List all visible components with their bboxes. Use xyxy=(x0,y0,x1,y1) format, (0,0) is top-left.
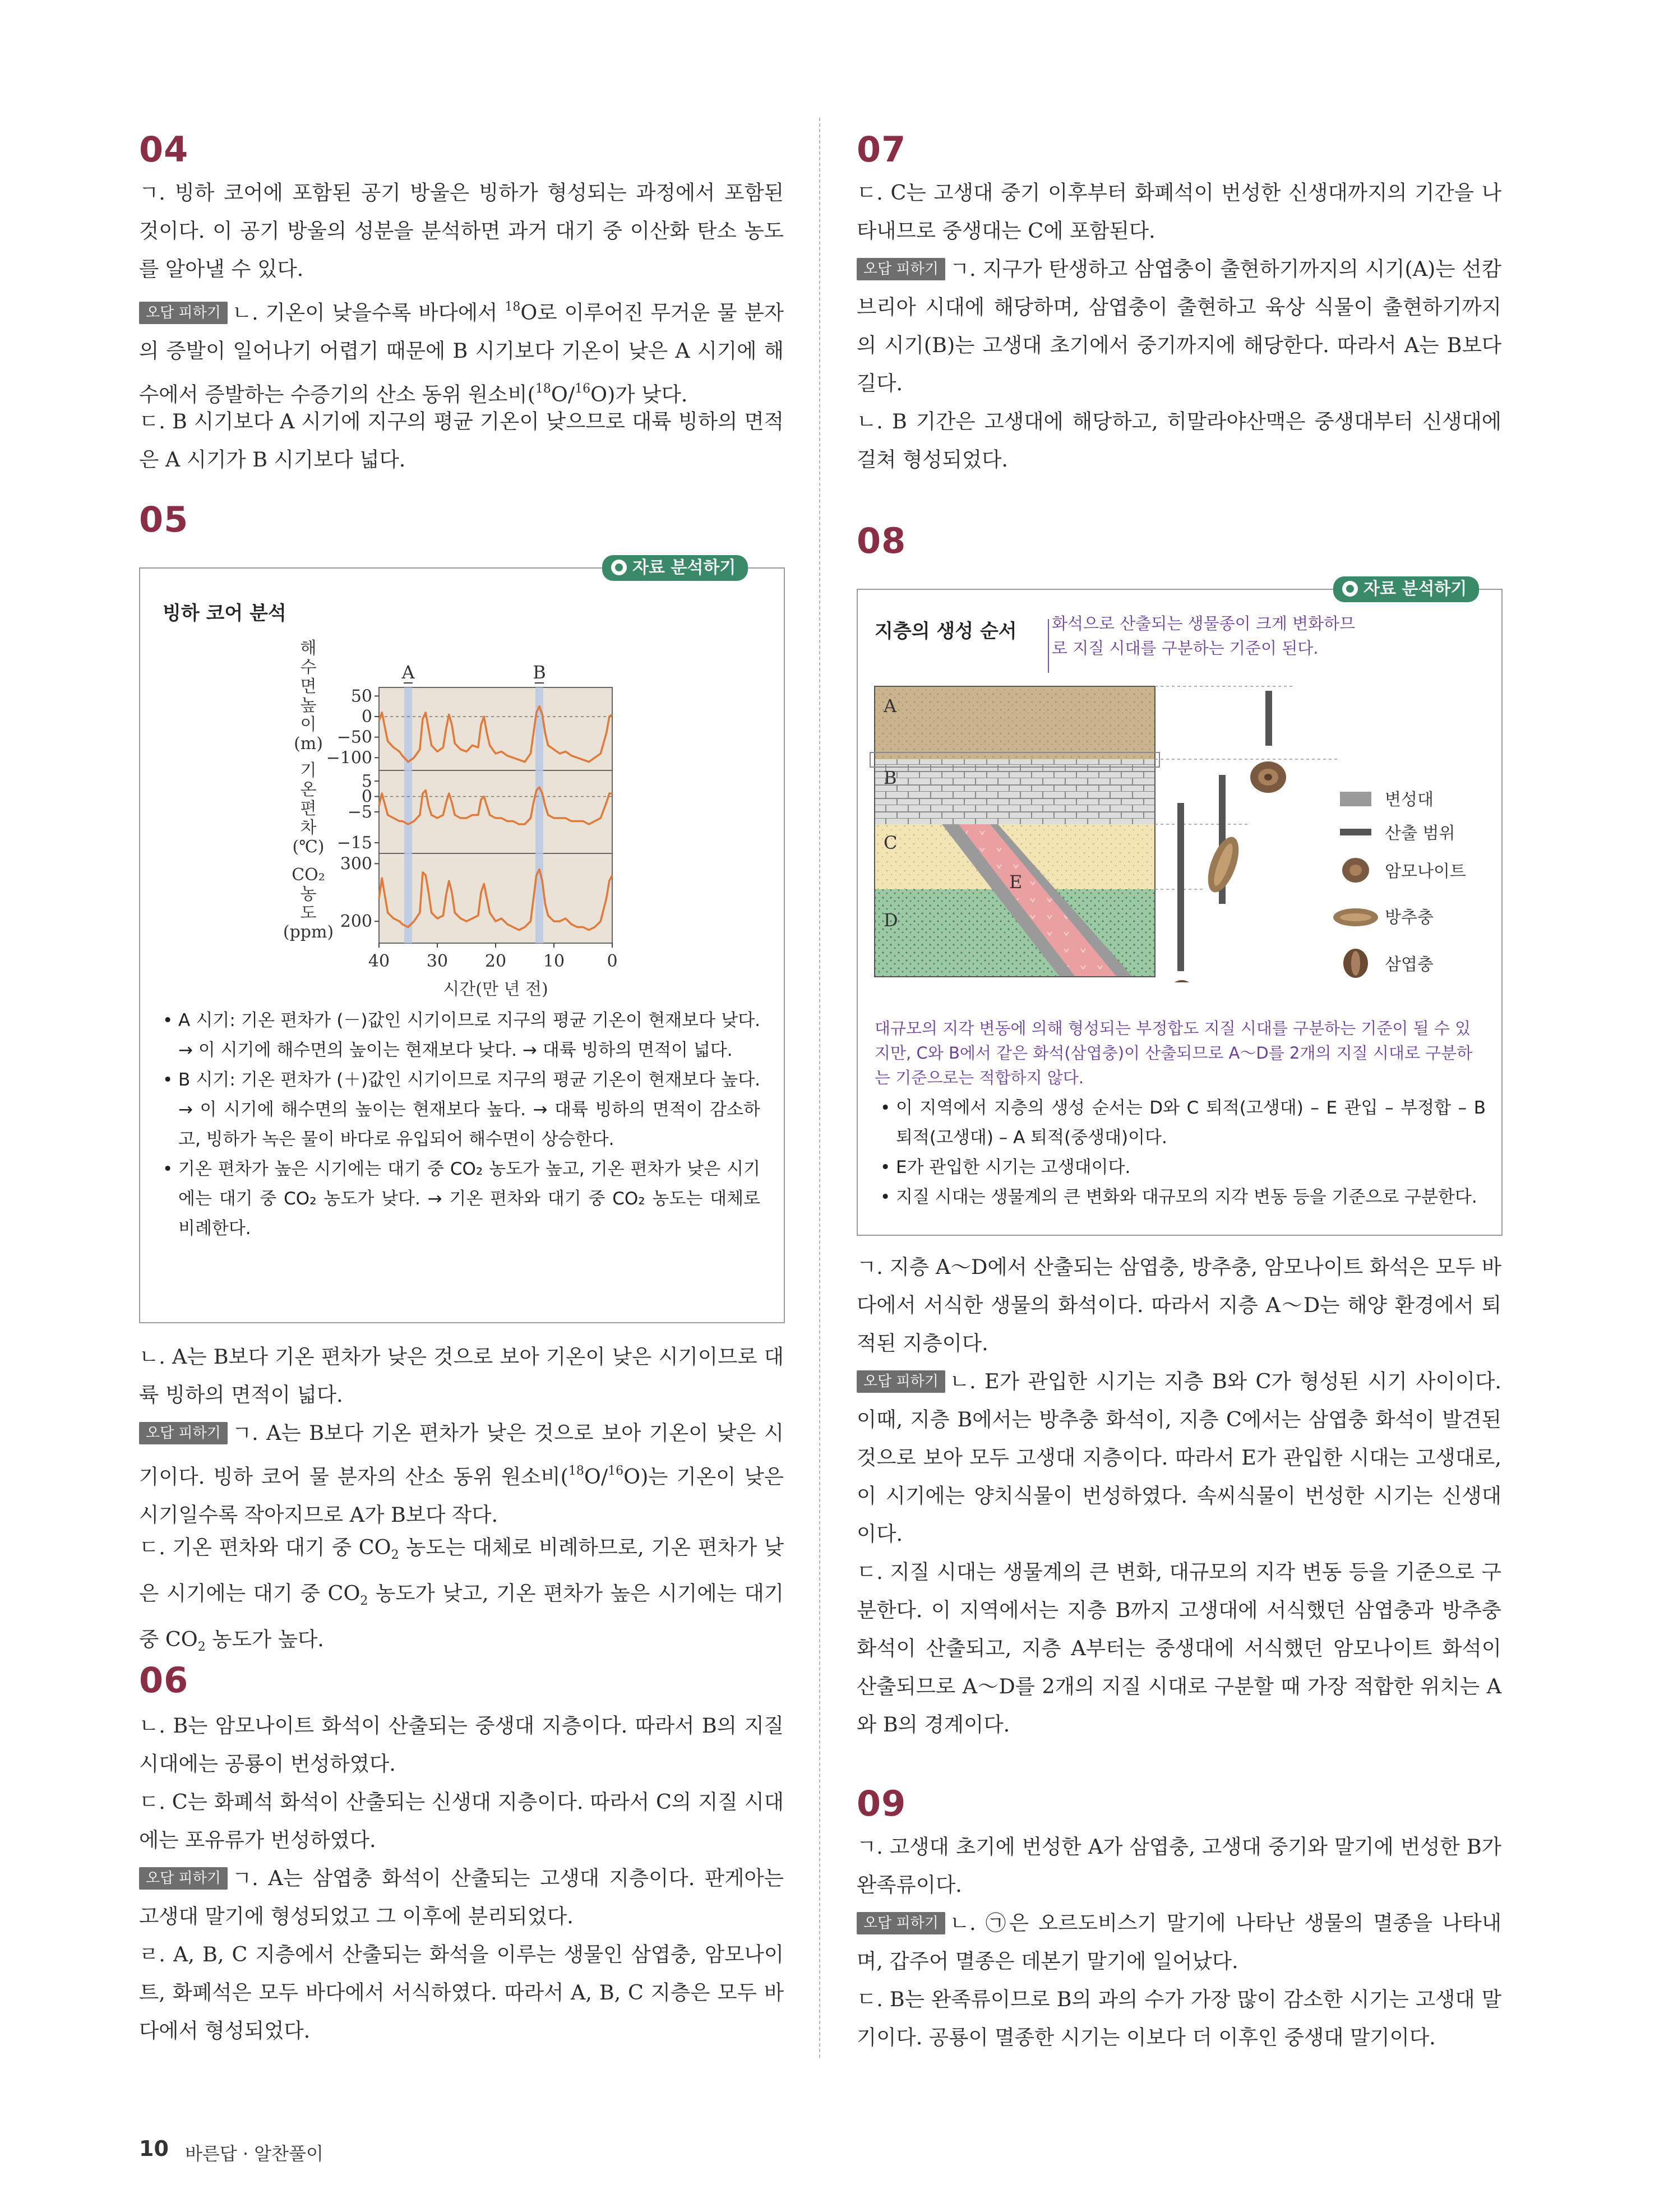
svg-text:변성대: 변성대 xyxy=(1385,790,1434,810)
legend-trilobite-icon xyxy=(1343,949,1368,978)
layer-label-c: C xyxy=(884,832,898,853)
q09-answer-3: ㄷ. B는 완족류이므로 B의 과의 수가 가장 많이 감소한 시기는 고생대 말기이다. 공룡이 멸종한 시기는 이보다 더 이후인 중생대 말기이다. xyxy=(857,1987,1501,2049)
y-axis-label-char: CO₂ xyxy=(292,865,325,885)
layer-b xyxy=(875,759,1155,824)
q08-answer-3: ㄷ. 지질 시대는 생물계의 큰 변화, 대규모의 지각 변동 등을 기준으로 구분한다. 이 지역에서는 지층 B까지 고생대에 서식했던 삼엽충과 방추충 화석이 산출되고, 지층 A부터는 중생대에 서식했던 암모나이트 화석이 산출되므로 A～D를 2개의 지질 시대로 구분할 때 가장 적합한 위치는 A와 B의 경계이다. xyxy=(857,1560,1501,1737)
layer-a xyxy=(875,686,1155,759)
q06-answer-3: 오답 피하기 ㄱ. A는 삼엽충 화석이 산출되는 고생대 지층이다. 판게아는 고생대 말기에 형성되었고 그 이후에 분리되었다. xyxy=(139,1866,784,1928)
q08-answer-2: 오답 피하기 ㄴ. E가 관입한 시기는 지층 B와 C가 형성된 시기 사이이다. 이때, 지층 B에서는 방추충 화석이, 지층 C에서는 삼엽충 화석이 발견된 것으로 보아 모두 고생대 지층이다. 따라서 E가 관입한 시대는 고생대로, 이 시기에는 양치식물이 번성하였다. 속씨식물이 번성한 시기는 신생대이다. xyxy=(857,1369,1501,1546)
range-bar-trilobite xyxy=(1177,803,1184,971)
highlight-band-a xyxy=(404,687,412,943)
svg-text:암모나이트: 암모나이트 xyxy=(1385,862,1466,881)
y-axis-label-char: 면 xyxy=(300,677,317,696)
q07-answer-1: ㄷ. C는 고생대 중기 이후부터 화폐석이 번성한 신생대까지의 기간을 나타내므로 중생대는 C에 포함된다. xyxy=(857,181,1501,243)
bullet-item: • B 시기: 기온 편차가 (＋)값인 시기이므로 지구의 평균 기온이 현재보다 높다. → 이 시기에 해수면의 높이는 현재보다 높다. → 대륙 빙하의 면적이 감소하고, 빙하가 녹은 물이 바다로 유입되어 해수면이 상승한다. xyxy=(163,1065,760,1155)
range-bar-ammonite xyxy=(1265,691,1272,746)
y-tick-label: 5 xyxy=(361,772,372,791)
bullet-item: • 지질 시대는 생물계의 큰 변화와 대규모의 지각 변동 등을 기준으로 구분한다. xyxy=(880,1183,1486,1212)
wrong-answer-badge: 오답 피하기 xyxy=(139,302,228,324)
wrong-answer-badge: 오답 피하기 xyxy=(857,1370,945,1393)
q05-analysis-bullets xyxy=(163,1006,760,1244)
y-axis-label-char: 편 xyxy=(300,799,317,819)
strata-figure-box xyxy=(857,589,1503,1236)
panel-co2 xyxy=(379,853,612,943)
fusulina-fossil-icon xyxy=(1202,833,1245,897)
bullet-item: • A 시기: 기온 편차가 (－)값인 시기이므로 지구의 평균 기온이 현재보다 낮다. → 이 시기에 해수면의 높이는 현재보다 낮다. → 대륙 빙하의 면적이 넓다. xyxy=(163,1006,760,1065)
legend-range-swatch xyxy=(1340,829,1371,835)
q07-answer-2: 오답 피하기 ㄱ. 지구가 탄생하고 삼엽충이 출현하기까지의 시기(A)는 선캄브리아 시대에 해당하며, 삼엽충이 출현하고 육상 식물이 출현하기까지의 시기(B)는 고생대 초기에서 중기까지에 해당한다. 따라서 A는 B보다 길다. xyxy=(857,257,1501,395)
annotation-fossil-change: 화석으로 산출되는 생물종이 크게 변화하므로 지질 시대를 구분하는 기준이 된다. xyxy=(1052,614,1356,658)
y-axis-label-char: 차 xyxy=(300,818,317,838)
book-title: 바른답 · 알찬풀이 xyxy=(185,2143,323,2164)
q07-answer-3: ㄴ. B 기간은 고생대에 해당하고, 히말라야산맥은 중생대부터 신생대에 걸쳐 형성되었다. xyxy=(857,409,1501,472)
strata-diagram xyxy=(858,590,1501,982)
q08-answer-1: ㄱ. 지층 A～D에서 산출되는 삼엽충, 방추충, 암모나이트 화석은 모두 바다에서 서식한 생물의 화석이다. 따라서 지층 A～D는 해양 환경에서 퇴적된 지층이다. xyxy=(857,1255,1501,1355)
ammonite-fossil-icon xyxy=(1250,761,1286,793)
intrusion-label-e: E xyxy=(1009,871,1023,893)
y-tick-label: 0 xyxy=(361,707,372,727)
column-divider xyxy=(819,118,820,2058)
y-axis-label-char: 농 xyxy=(300,884,317,904)
x-axis-label: 시간(만 년 전) xyxy=(443,980,548,999)
magnifier-icon xyxy=(1342,581,1358,597)
y-axis-label-char: 도 xyxy=(300,903,317,923)
y-axis-label-char: 해 xyxy=(300,639,317,658)
wrong-answer-badge: 오답 피하기 xyxy=(139,1867,228,1890)
y-axis-label-char: 온 xyxy=(300,780,317,800)
wrong-answer-badge: 오답 피하기 xyxy=(857,258,945,280)
svg-text:삼엽충: 삼엽충 xyxy=(1385,955,1434,975)
question-number-04: 04 xyxy=(139,129,189,170)
q05-answer-1: ㄴ. A는 B보다 기온 편차가 낮은 것으로 보아 기온이 낮은 시기이므로 대륙 빙하의 면적이 넓다. xyxy=(139,1345,784,1407)
trilobite-fossil-icon xyxy=(1166,980,1198,982)
panel-temperature xyxy=(379,770,612,853)
layer-label-b: B xyxy=(884,767,897,788)
q09-answer-2: 오답 피하기 ㄴ. ㉠은 오르도비스기 말기에 나타난 생물의 멸종을 나타내며, 갑주어 멸종은 데본기 말기에 일어났다. xyxy=(857,1911,1501,1973)
q06-answer-2: ㄷ. C는 화폐석 화석이 산출되는 신생대 지층이다. 따라서 C의 지질 시대에는 포유류가 번성하였다. xyxy=(139,1790,784,1852)
y-tick-label: 50 xyxy=(350,686,372,706)
q05-answer-2: 오답 피하기 ㄱ. A는 B보다 기온 편차가 낮은 것으로 보아 기온이 낮은 시기이다. 빙하 코어 물 분자의 산소 동위 원소비($^{18}$O/$^{16}$O)는 기온이 낮은 시기일수록 작아지므로 A가 B보다 작다. xyxy=(139,1421,784,1527)
question-number-05: 05 xyxy=(139,499,189,540)
q06-answer-1: ㄴ. B는 암모나이트 화석이 산출되는 중생대 지층이다. 따라서 B의 지질 시대에는 공룡이 번성하였다. xyxy=(139,1714,784,1776)
layer-label-a: A xyxy=(884,695,897,717)
x-tick-label: 40 xyxy=(368,952,390,971)
y-axis-label-char: (℃) xyxy=(292,837,325,857)
bullet-item: • 기온 편차가 높은 시기에는 대기 중 CO₂ 농도가 높고, 기온 편차가 낮은 시기에는 대기 중 CO₂ 농도가 낮다. → 기온 편차와 대기 중 CO₂ 농도는 대체로 비례한다. xyxy=(163,1155,760,1244)
y-axis-label-char: 이 xyxy=(300,715,317,735)
q06-answer-4: ㄹ. A, B, C 지층에서 산출되는 화석을 이루는 생물인 삼엽충, 암모나이트, 화폐석은 모두 바다에서 서식하였다. 따라서 A, B, C 지층은 모두 바다에서 형성되었다. xyxy=(139,1942,784,2043)
y-tick-label: −50 xyxy=(336,727,372,747)
ice-core-figure-box xyxy=(139,567,785,1323)
q04-answer-1: ㄱ. 빙하 코어에 포함된 공기 방울은 빙하가 형성되는 과정에서 포함된 것이다. 이 공기 방울의 성분을 분석하면 과거 대기 중 이산화 탄소 농도를 알아낼 수 있다. xyxy=(139,181,784,281)
figure-title: 빙하 코어 분석 xyxy=(163,602,286,625)
q04-answer-3: ㄷ. B 시기보다 A 시기에 지구의 평균 기온이 낮으므로 대륙 빙하의 면적은 A 시기가 B 시기보다 넓다. xyxy=(139,409,784,472)
x-tick-label: 0 xyxy=(607,952,618,971)
magnifier-icon xyxy=(611,560,627,575)
period-marker-a: A xyxy=(401,662,415,683)
y-axis-label-char: 기 xyxy=(300,761,317,781)
bullet-item: • 이 지역에서 지층의 생성 순서는 D와 C 퇴적(고생대) – E 관입 – 부정합 – B 퇴적(고생대) – A 퇴적(중생대)이다. xyxy=(880,1093,1486,1153)
svg-text:방추충: 방추충 xyxy=(1385,908,1434,927)
y-tick-label: 200 xyxy=(340,912,372,932)
question-number-08: 08 xyxy=(857,520,907,561)
figure-title: 지층의 생성 순서 xyxy=(875,620,1017,643)
q08-analysis-bullets xyxy=(880,1093,1486,1212)
question-number-09: 09 xyxy=(857,1783,907,1824)
data-analysis-tag: 자료 분석하기 xyxy=(602,555,748,581)
annotation-unconformity: 대규모의 지각 변동에 의해 형성되는 부정합도 지질 시대를 구분하는 기준이 될 수 있지만, C와 B에서 같은 화석(삼엽충)이 산출되므로 A～D를 2개의 지질 시대로 구분하는 기준으로는 적합하지 않다. xyxy=(875,1019,1473,1087)
layer-label-d: D xyxy=(884,909,898,931)
highlight-band-b xyxy=(535,687,543,943)
q05-answer-3: ㄷ. 기온 편차와 대기 중 $CO_2$ 농도는 대체로 비례하므로, 기온 편차가 낮은 시기에는 대기 중 $CO_2$ 농도가 낮고, 기온 편차가 높은 시기에는 대기 중 $CO_2$ 농도가 높다. xyxy=(139,1535,784,1654)
x-tick-label: 20 xyxy=(484,952,507,971)
data-analysis-tag: 자료 분석하기 xyxy=(1333,576,1479,602)
question-number-07: 07 xyxy=(857,129,907,170)
y-tick-label: −15 xyxy=(336,833,372,853)
legend-ammonite-icon xyxy=(1342,858,1369,883)
legend-metamorphic-swatch xyxy=(1340,792,1371,806)
x-tick-label: 10 xyxy=(543,952,565,971)
legend-fusulina-icon xyxy=(1333,908,1378,926)
wrong-answer-badge: 오답 피하기 xyxy=(857,1912,945,1934)
y-tick-label: 300 xyxy=(340,854,372,874)
q04-answer-2: 오답 피하기 ㄴ. 기온이 낮을수록 바다에서 $^{18}$O로 이루어진 무거운 물 분자의 증발이 일어나기 어렵기 때문에 B 시기보다 기온이 낮은 A 시기에 해수에서 증발하는 수증기의 산소 동위 원소비($^{18}$O/$^{16}$O)가 낮다. xyxy=(139,300,784,407)
y-axis-label-char: (m) xyxy=(294,734,323,754)
y-axis-label-char: 수 xyxy=(300,658,317,677)
q09-answer-1: ㄱ. 고생대 초기에 번성한 A가 삼엽충, 고생대 중기와 말기에 번성한 B가 완족류이다. xyxy=(857,1835,1501,1897)
x-tick-label: 30 xyxy=(426,952,449,971)
page-number: 10 xyxy=(139,2136,169,2161)
question-number-06: 06 xyxy=(139,1660,189,1701)
bullet-item: • E가 관입한 시기는 고생대이다. xyxy=(880,1153,1486,1183)
wrong-answer-badge: 오답 피하기 xyxy=(139,1422,228,1444)
ice-core-chart xyxy=(140,636,784,1062)
y-tick-label: −5 xyxy=(347,802,372,822)
y-tick-label: 0 xyxy=(361,787,372,807)
svg-text:산출 범위: 산출 범위 xyxy=(1385,824,1455,843)
period-marker-b: B xyxy=(533,662,546,683)
y-axis-label-char: (ppm) xyxy=(283,922,334,942)
y-tick-label: −100 xyxy=(326,748,372,768)
y-axis-label-char: 높 xyxy=(300,696,317,715)
